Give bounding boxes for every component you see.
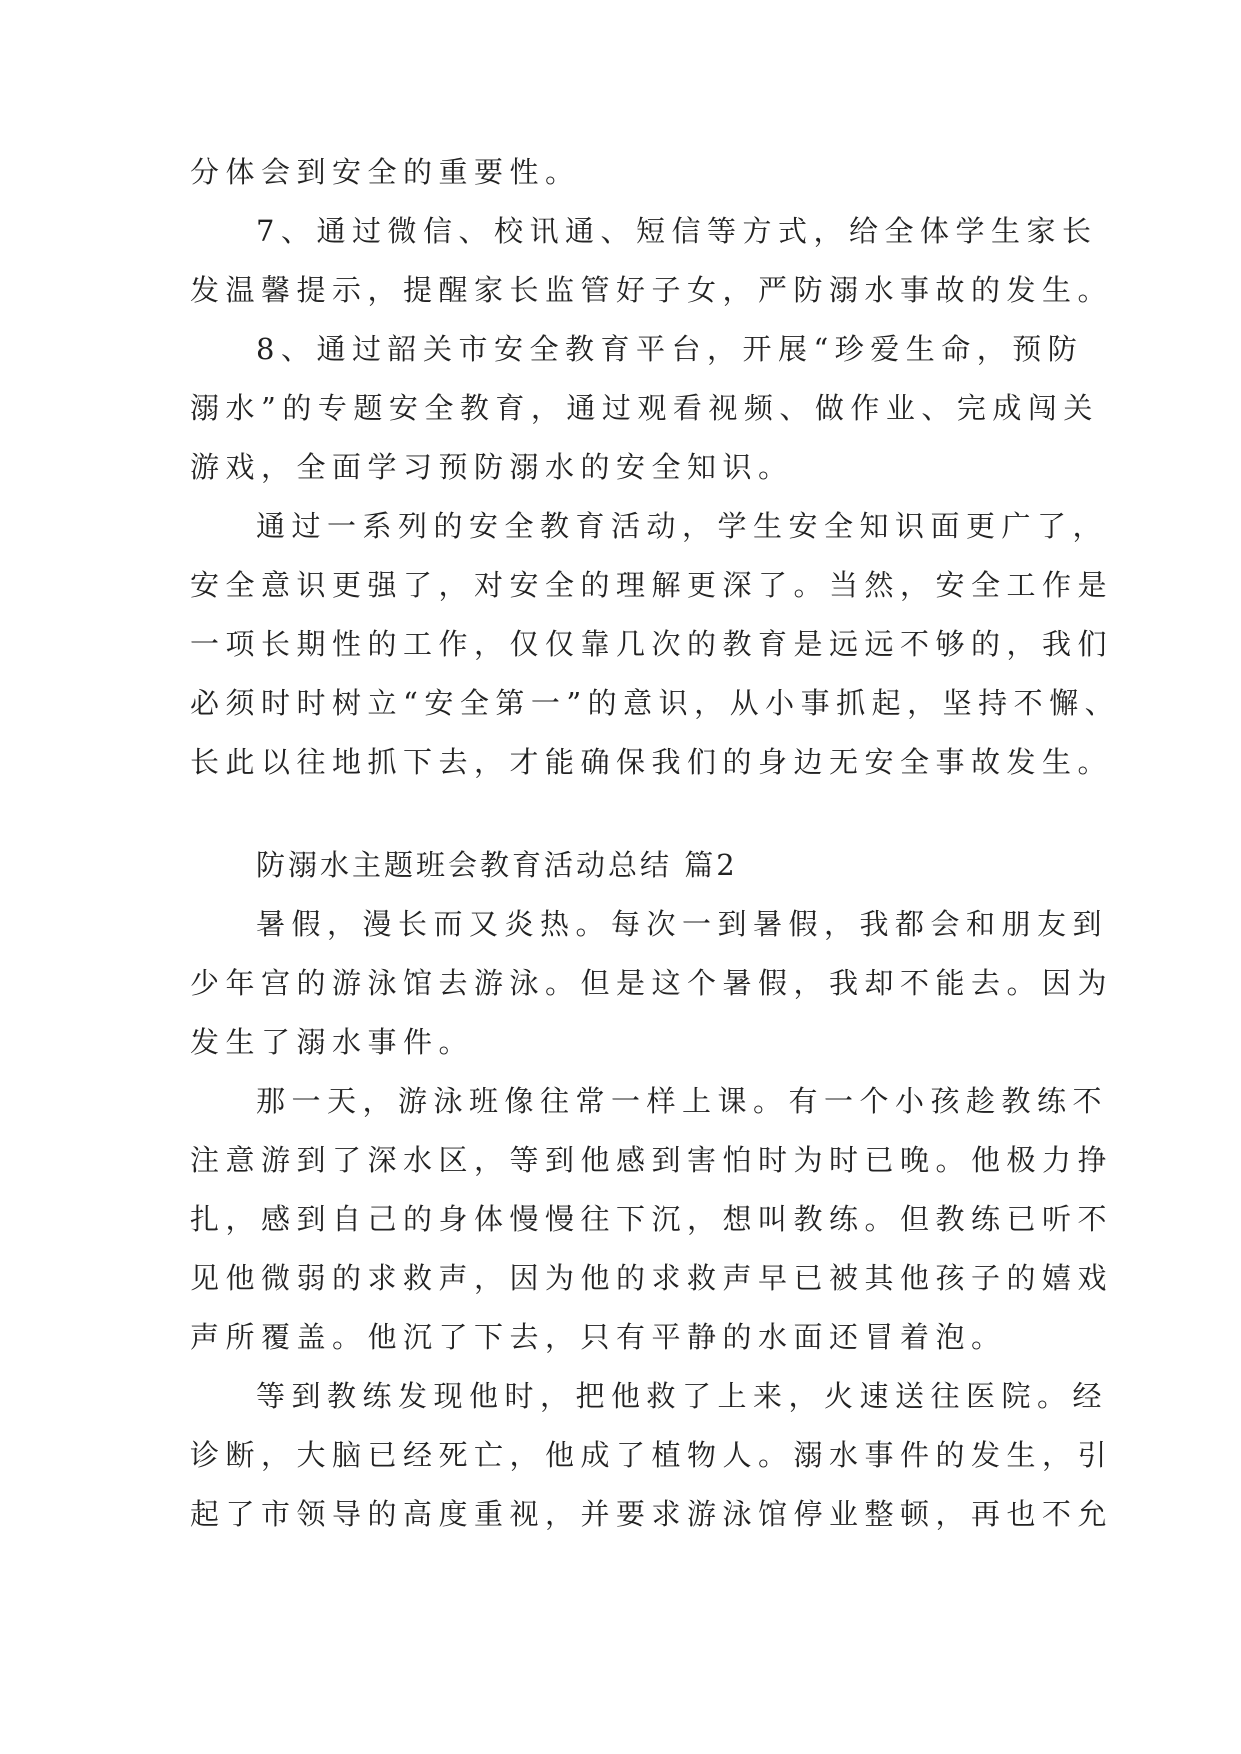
paragraph-line: 起了市领导的高度重视，并要求游泳馆停业整顿，再也不允 <box>190 1497 1114 1531</box>
paragraph-line: 通过一系列的安全教育活动，学生安全知识面更广了， <box>256 509 1109 543</box>
paragraph-line: 分体会到安全的重要性。 <box>190 155 581 189</box>
paragraph-line: 等到教练发现他时，把他救了上来，火速送往医院。经 <box>256 1379 1109 1413</box>
paragraph-line: 发温馨提示，提醒家长监管好子女，严防溺水事故的发生。 <box>190 273 1114 307</box>
paragraph-line: 一项长期性的工作，仅仅靠几次的教育是远远不够的，我们 <box>190 627 1114 661</box>
paragraph-line: 见他微弱的求救声，因为他的求救声早已被其他孩子的嬉戏 <box>190 1261 1114 1295</box>
paragraph-line: 必须时时树立“安全第一”的意识，从小事抓起，坚持不懈、 <box>190 686 1121 720</box>
paragraph-line: 暑假，漫长而又炎热。每次一到暑假，我都会和朋友到 <box>256 907 1109 941</box>
paragraph-line: 7、通过微信、校讯通、短信等方式，给全体学生家长 <box>256 214 1098 248</box>
paragraph-line: 8、通过韶关市安全教育平台，开展“珍爱生命，预防 <box>256 332 1084 366</box>
paragraph-line: 少年宫的游泳馆去游泳。但是这个暑假，我却不能去。因为 <box>190 966 1114 1000</box>
paragraph-line: 溺水”的专题安全教育，通过观看视频、做作业、完成闯关 <box>190 391 1099 425</box>
paragraph-line: 诊断，大脑已经死亡，他成了植物人。溺水事件的发生，引 <box>190 1438 1114 1472</box>
paragraph-line: 注意游到了深水区，等到他感到害怕时为时已晚。他极力挣 <box>190 1143 1114 1177</box>
paragraph-line: 游戏，全面学习预防溺水的安全知识。 <box>190 450 794 484</box>
paragraph-line: 扎，感到自己的身体慢慢往下沉，想叫教练。但教练已听不 <box>190 1202 1114 1236</box>
paragraph-line: 那一天，游泳班像往常一样上课。有一个小孩趁教练不 <box>256 1084 1109 1118</box>
paragraph-line: 声所覆盖。他沉了下去，只有平静的水面还冒着泡。 <box>190 1320 1007 1354</box>
section-title: 防溺水主题班会教育活动总结 篇2 <box>256 848 738 882</box>
paragraph-line: 发生了溺水事件。 <box>190 1025 475 1059</box>
paragraph-line: 长此以往地抓下去，才能确保我们的身边无安全事故发生。 <box>190 745 1114 779</box>
paragraph-line: 安全意识更强了，对安全的理解更深了。当然，安全工作是 <box>190 568 1114 602</box>
document-page <box>190 155 1121 1559</box>
